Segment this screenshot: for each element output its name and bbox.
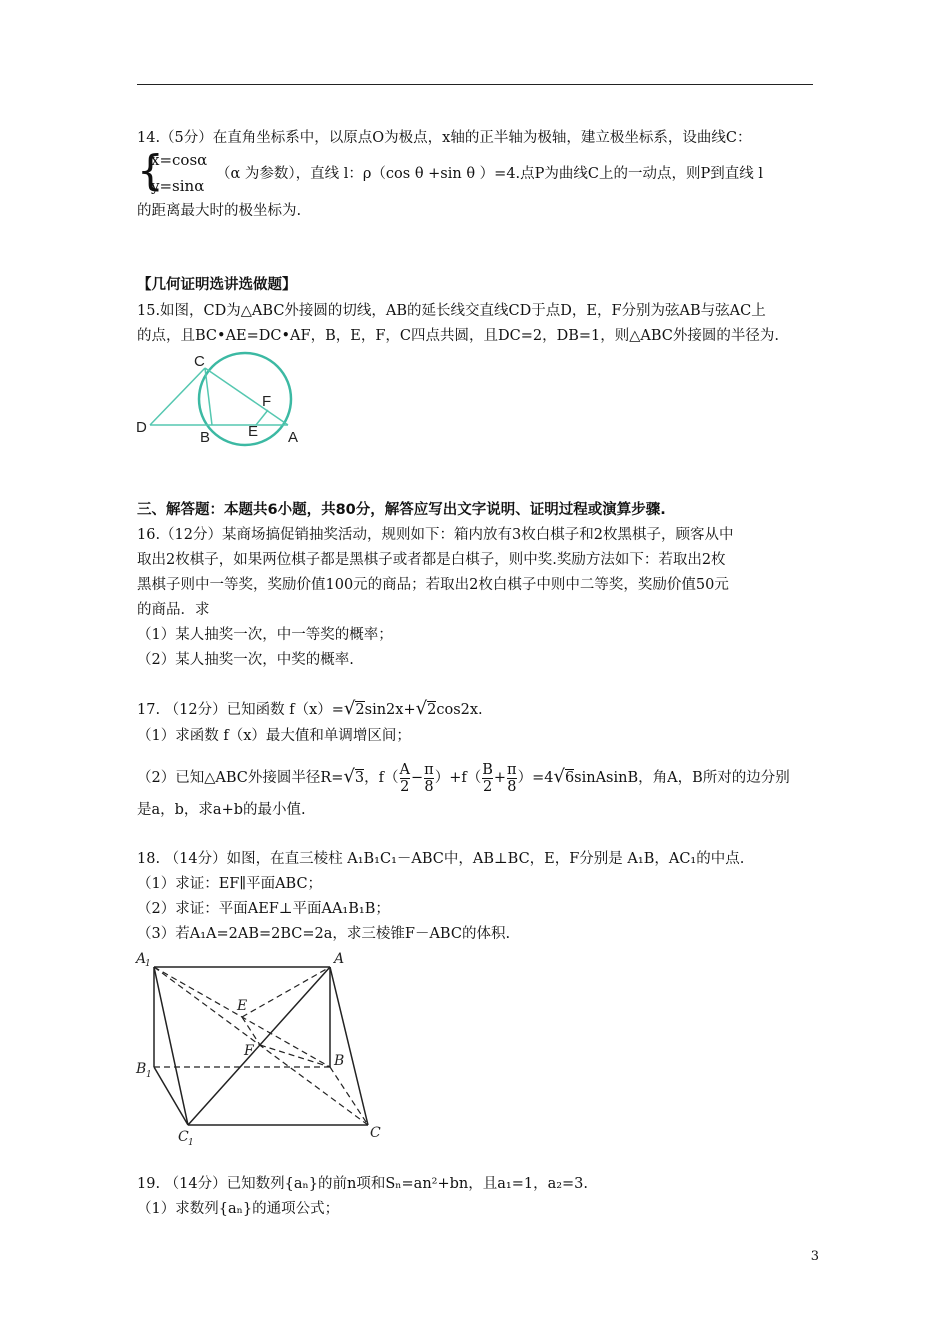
q17-text-c: cos2x. <box>436 702 483 718</box>
sqrt-symbol: √ <box>343 766 355 787</box>
sqrt-symbol: √ <box>415 698 428 719</box>
q16-line4: 的商品．求 <box>137 602 210 618</box>
brace-symbol: { <box>137 146 164 195</box>
label-f: F <box>244 1043 254 1059</box>
q17-sqrt3: 3 <box>354 770 365 786</box>
label-f: F <box>262 393 272 410</box>
frac-a-2: $\frac{A}{2}$ <box>399 761 411 795</box>
label-a: A <box>334 951 345 967</box>
q16-line1: 16.（12分）某商场搞促销抽奖活动，规则如下：箱内放有3枚白棋子和2枚黑棋子，顾客从中 <box>137 527 734 543</box>
frac-b-2: $\frac{B}{2}$ <box>482 761 493 795</box>
q17-sub2-text-b: ，f（ <box>364 770 399 786</box>
label-e: E <box>237 998 248 1014</box>
q14-line1: 14.（5分）在直角坐标系中，以原点O为极点，x轴的正半轴为极轴，建立极坐标系，设曲线C： <box>137 130 752 146</box>
plus-sign: + <box>493 770 507 786</box>
q17-sub1: （1）求函数 f（x）最大值和单调增区间； <box>137 728 411 744</box>
label-c: C <box>194 353 205 370</box>
label-sub-1: 1 <box>146 1070 152 1080</box>
q14-eq-x: x=cosα <box>151 151 208 169</box>
label-c: C <box>370 1125 381 1141</box>
label-a1: A <box>136 951 147 967</box>
q19-line1: 19. （14分）已知数列{aₙ}的前n项和Sₙ=an²+bn，且a₁=1，a₂=3. <box>137 1176 589 1192</box>
q16-line3: 黑棋子则中一等奖，奖励价值100元的商品；若取出2枚白棋子中则中二等奖，奖励价值50元 <box>137 577 729 593</box>
line-ca <box>205 368 288 425</box>
frac-pi-8: $\frac{\pi}{8}$ <box>424 761 434 795</box>
q17-sub2 <box>137 760 790 795</box>
line-cb <box>205 368 212 425</box>
label-sub-1: 1 <box>145 959 151 969</box>
section-3-heading: 三、解答题：本题共6小题，共80分，解答应写出文字说明、证明过程或演算步骤. <box>137 502 666 518</box>
q14-line3: 的距离最大时的极坐标为. <box>137 203 302 219</box>
top-rule <box>137 84 813 85</box>
q18-sub3: （3）若A₁A=2AB=2BC=2a，求三棱锥F－ABC的体积. <box>137 926 511 942</box>
q18-line1: 18. （14分）如图，在直三棱柱 A₁B₁C₁－ABC中，AB⊥BC，E，F分别是 A₁B，AC₁的中点. <box>137 851 745 867</box>
frac-pi-8-b: $\frac{\pi}{8}$ <box>507 761 517 795</box>
q16-sub2: （2）某人抽奖一次，中奖的概率. <box>137 652 354 668</box>
section-geometry-heading: 【几何证明选讲选做题】 <box>137 277 297 293</box>
q19-sub1: （1）求数列{aₙ}的通项公式； <box>137 1201 340 1217</box>
label-a: A <box>288 429 299 446</box>
sqrt-symbol: √ <box>553 766 565 787</box>
label-d: D <box>136 419 147 436</box>
q17-sub2-text-d: ）=4 <box>517 770 554 786</box>
q17-sqrt2-b: 2 <box>427 702 437 718</box>
q18-sub2: （2）求证：平面AEF⊥平面AA₁B₁B； <box>137 901 390 917</box>
q17-sub2-text-c: ）+f（ <box>434 770 482 786</box>
q14-eq-y: y=sinα <box>151 177 205 195</box>
sqrt-symbol: √ <box>343 698 356 719</box>
minus-sign: − <box>411 770 424 786</box>
q16-line2: 取出2枚棋子，如果两位棋子都是黑棋子或者都是白棋子，则中奖.奖励方法如下：若取出2枚 <box>137 552 726 568</box>
line-dc <box>150 368 205 425</box>
q15-line1: 15.如图，CD为△ABC外接圆的切线，AB的延长线交直线CD于点D，E，F分别为弦AB与弦AC上 <box>137 303 766 319</box>
circumcircle <box>199 353 291 445</box>
q17-text-b: sin2x+ <box>364 702 416 718</box>
q17-text-a: 17. （12分）已知函数 f（x）= <box>137 702 344 718</box>
q18-prism-figure <box>130 945 390 1150</box>
label-sub-1: 1 <box>188 1138 194 1148</box>
q16-sub1: （1）某人抽奖一次，中一等奖的概率； <box>137 627 393 643</box>
q18-sub1: （1）求证：EF∥平面ABC； <box>137 876 323 892</box>
label-c1: C <box>178 1129 189 1145</box>
q14-line2: （α 为参数），直线 l：ρ（cos θ +sin θ ）=4.点P为曲线C上的一动点，则P到直线 l <box>216 166 764 182</box>
q17-sqrt6: 6 <box>564 770 575 786</box>
q15-circle-figure <box>130 350 310 450</box>
q15-line2: 的点，且BC•AE=DC•AF，B，E，F，C四点共圆，且DC=2，DB=1，则△ABC外接圆的半径为. <box>137 328 779 344</box>
q17-sub2-text-a: （2）已知△ABC外接圆半径R= <box>137 770 344 786</box>
page-number: 3 <box>810 1249 819 1264</box>
label-b: B <box>334 1053 345 1069</box>
q17-sqrt2-a: 2 <box>355 702 365 718</box>
q17-sub2-text-e: sinAsinB，角A，B所对的边分别 <box>574 770 790 786</box>
label-e: E <box>248 423 259 440</box>
q17-line1 <box>137 699 483 720</box>
label-b1: B <box>136 1061 147 1077</box>
q17-line-last: 是a，b，求a+b的最小值. <box>137 802 306 818</box>
label-b: B <box>200 429 211 446</box>
